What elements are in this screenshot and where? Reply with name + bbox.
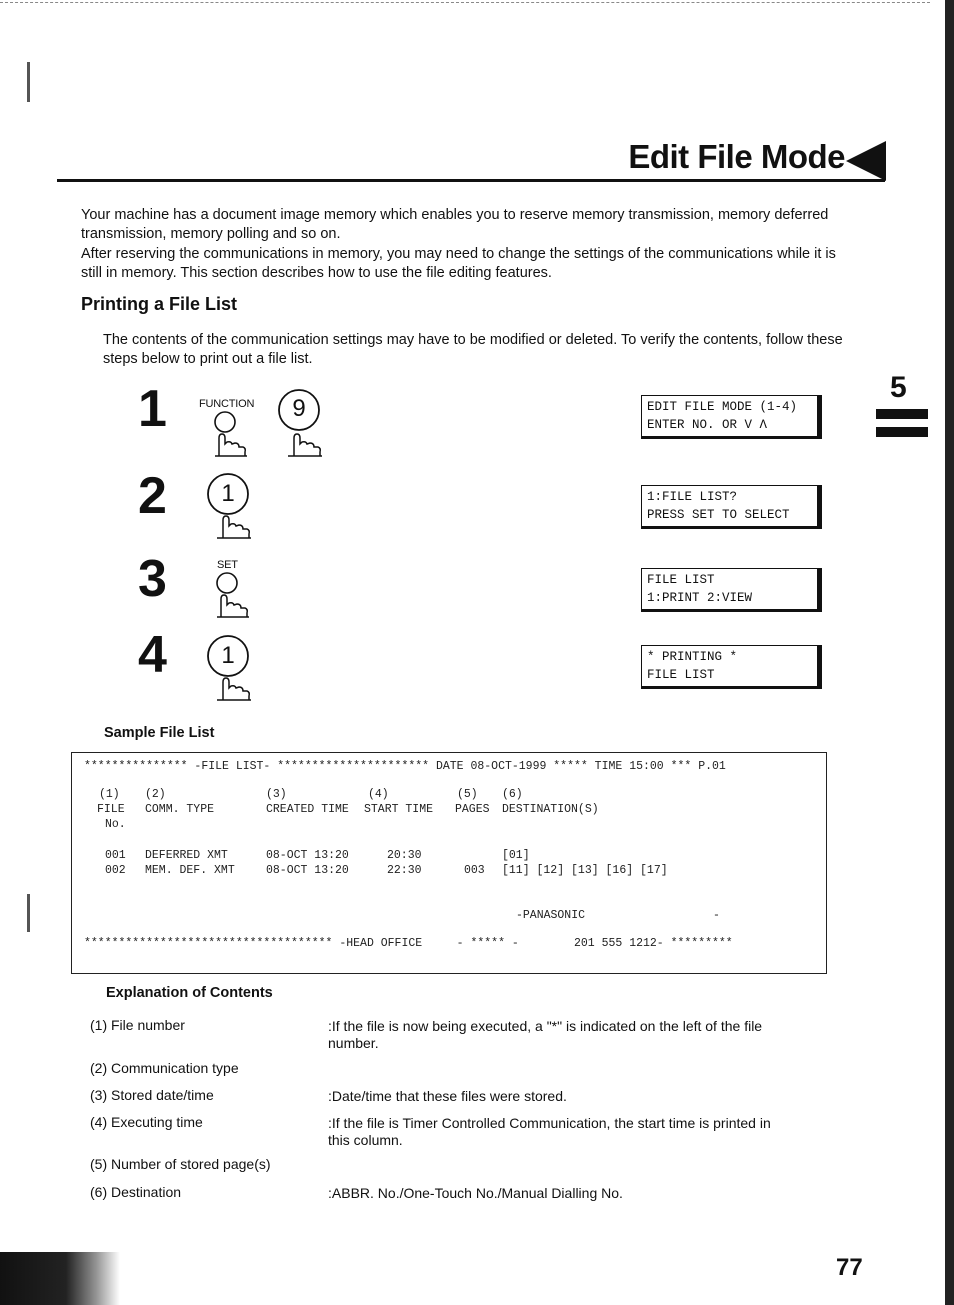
file-list-footer-line: ************************************ -HEAD OFFICE - ***** - 201 555 1212- ********* [84,937,733,950]
scan-speck [27,894,30,932]
lcd-line: PRESS SET TO SELECT [647,508,790,522]
lcd-line: EDIT FILE MODE (1-4) [647,400,798,414]
row-type: DEFERRED XMT [145,849,228,862]
col-num: (5) [457,788,478,801]
row-start: 22:30 [387,864,422,877]
col-num: (4) [368,788,389,801]
col-num: (1) [99,788,120,801]
page-corner-shadow [0,1252,120,1305]
col-num: (6) [502,788,523,801]
col-head: PAGES [455,803,490,816]
col-num: (3) [266,788,287,801]
lcd-line: * PRINTING * [647,650,738,664]
row-created: 08-OCT 13:20 [266,864,349,877]
page-edge-bar [945,0,954,1305]
col-head: FILE [97,803,125,816]
col-head: START TIME [364,803,434,816]
explanation-label: (5) Number of stored page(s) [90,1156,271,1172]
col-head: DESTINATION(S) [502,803,599,816]
explanation-label: (2) Communication type [90,1060,239,1076]
key-9-glyph: 9 [292,395,306,422]
function-key-label: FUNCTION [199,398,255,410]
intro-paragraph-2: After reserving the communications in memory, you may need to change the settings of the communications while it is still in memory. This section describes how to use the file editing features. [81,246,836,281]
lcd-line: 1:FILE LIST? [647,490,738,504]
sample-heading: Sample File List [104,725,215,741]
explanation-label: (3) Stored date/time [90,1087,214,1103]
row-start: 20:30 [387,849,422,862]
top-dashed-rule [0,2,930,3]
page-title: Edit File Mode [628,138,845,175]
explanation-label: (4) Executing time [90,1114,203,1130]
explanation-desc: :If the file is Timer Controlled Communication, the start time is printed in this column. [328,1115,771,1148]
section-body: The contents of the communication settings may have to be modified or deleted. To verify the contents, follow these steps below to print out a file list. [103,332,843,367]
key-1-glyph: 1 [221,480,235,507]
lcd-display-step-2 [641,485,822,529]
lcd-line: ENTER NO. OR V Λ [647,418,768,432]
chapter-bar [876,409,928,419]
row-file: 002 [105,864,126,877]
col-head: CREATED TIME [266,803,349,816]
row-pages: 003 [464,864,485,877]
key-1-glyph: 1 [221,642,235,669]
sample-file-list [71,752,827,974]
explanation-heading: Explanation of Contents [106,985,273,1001]
chapter-bar [876,427,928,437]
sender-dash: - [713,909,720,922]
lcd-display-step-4 [641,645,822,689]
col-head: COMM. TYPE [145,803,215,816]
set-key-press-icon[interactable] [207,571,251,619]
explanation-label: (1) File number [90,1017,185,1033]
lcd-display-step-1 [641,395,822,439]
step-number: 2 [138,467,167,525]
step-number: 4 [138,626,167,684]
set-key-label: SET [217,559,238,571]
scan-speck [27,62,30,102]
step-number: 3 [138,550,167,608]
sender-name: -PANASONIC [516,909,586,922]
chapter-number: 5 [890,371,907,404]
row-type: MEM. DEF. XMT [145,864,235,877]
section-heading: Printing a File List [81,294,238,314]
title-arrow-icon [846,141,886,181]
function-key-press-icon[interactable] [205,410,249,458]
explanation-desc: :ABBR. No./One-Touch No./Manual Dialling No. [328,1185,623,1201]
col-num: (2) [145,788,166,801]
row-created: 08-OCT 13:20 [266,849,349,862]
explanation-label: (6) Destination [90,1184,182,1200]
lcd-line: FILE LIST [647,668,715,682]
row-file: 001 [105,849,126,862]
col-head-no: No. [105,818,126,831]
explanation-desc: :Date/time that these files were stored. [328,1088,567,1104]
lcd-line: 1:PRINT 2:VIEW [647,591,753,605]
row-dest: [01] [502,849,530,862]
title-rule [57,179,885,182]
row-dest: [11] [12] [13] [16] [17] [502,864,668,877]
file-list-header-line: *************** -FILE LIST- ********************** DATE 08-OCT-1999 ***** TIME 15:00 *** P.01 [84,760,726,773]
lcd-line: FILE LIST [647,573,715,587]
step-number: 1 [138,380,167,438]
explanation-desc: :If the file is now being executed, a "*" is indicated on the left of the file number. [328,1018,763,1051]
intro-paragraph-1: Your machine has a document image memory which enables you to reserve memory transmission, memory deferred transmission, memory polling and so on. [81,207,829,242]
lcd-display-step-3 [641,568,822,612]
page-number: 77 [836,1254,863,1281]
